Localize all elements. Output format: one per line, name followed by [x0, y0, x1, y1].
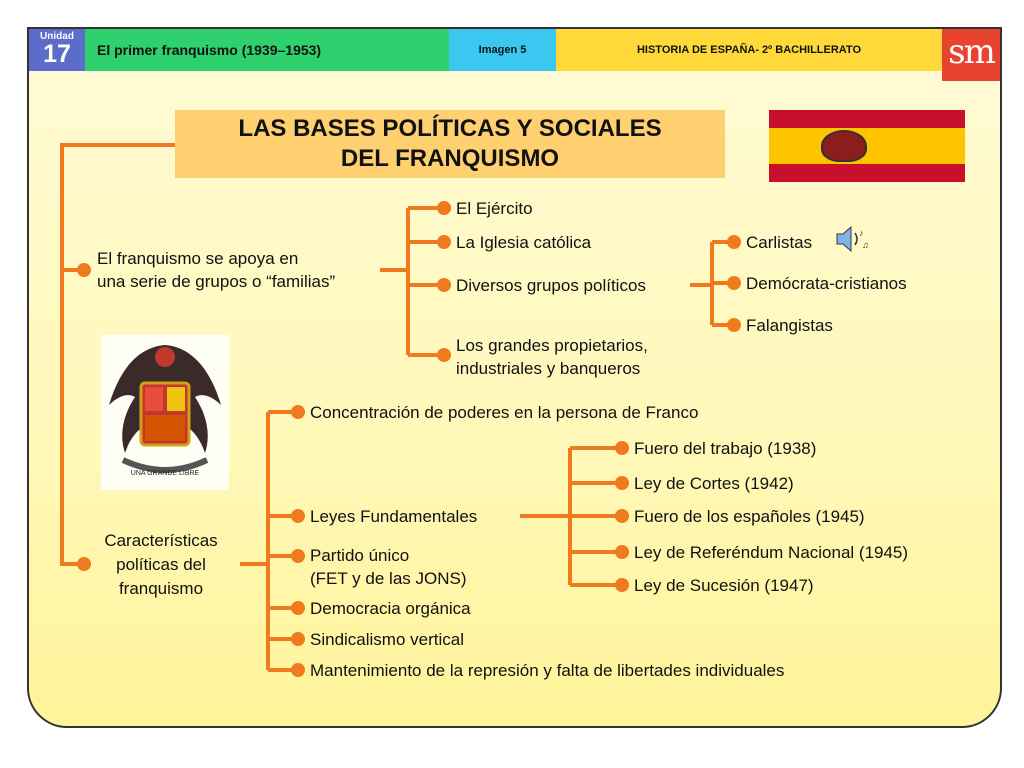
law-fuero-espanoles: Fuero de los españoles (1945): [634, 507, 865, 526]
bullet-sucesion: [615, 578, 629, 592]
main-title-line2: DEL FRANQUISMO: [340, 145, 560, 172]
bullet-support: [77, 263, 91, 277]
support-label-line2: una serie de grupos o “familias”: [97, 272, 336, 291]
political-falangistas: Falangistas: [746, 316, 833, 335]
law-fuero-trabajo: Fuero del trabajo (1938): [634, 439, 817, 458]
group-politicos: Diversos grupos políticos: [456, 276, 646, 295]
characteristics-label-line2: políticas del: [116, 555, 206, 574]
char-partido-unico-line1: Partido único: [310, 546, 410, 565]
char-represion: Mantenimiento de la represión y falta de libertades individuales: [310, 661, 785, 680]
bullet-concentracion: [291, 405, 305, 419]
bullet-iglesia: [437, 235, 451, 249]
bullet-democrata: [727, 276, 741, 290]
char-partido-unico-line2: (FET y de las JONS): [310, 569, 467, 588]
bullet-represion: [291, 663, 305, 677]
bullet-ejercito: [437, 201, 451, 215]
bullet-fuero-espanoles: [615, 509, 629, 523]
group-propietarios-line2: industriales y banqueros: [456, 359, 641, 378]
political-carlistas: Carlistas: [746, 233, 813, 252]
sm-logo: sm: [942, 29, 1000, 81]
bullet-partido: [291, 549, 305, 563]
bullet-fuero-trabajo: [615, 441, 629, 455]
svg-text:UNA GRANDE LIBRE: UNA GRANDE LIBRE: [130, 470, 200, 477]
unit-number: 17: [43, 40, 71, 68]
group-iglesia: La Iglesia católica: [456, 233, 592, 252]
bullet-grupos: [437, 278, 451, 292]
char-leyes-fundamentales: Leyes Fundamentales: [310, 507, 478, 526]
char-sindicalismo-vertical: Sindicalismo vertical: [310, 630, 464, 649]
unit-label: Unidad: [40, 31, 74, 42]
group-ejercito: El Ejército: [456, 199, 533, 218]
law-referendum: Ley de Referéndum Nacional (1945): [634, 543, 909, 562]
bullet-falangistas: [727, 318, 741, 332]
bullet-carlistas: [727, 235, 741, 249]
image-label: Imagen 5: [449, 29, 556, 71]
char-concentracion: Concentración de poderes en la persona de Franco: [310, 403, 699, 422]
svg-text:♫: ♫: [862, 240, 869, 250]
char-democracia-organica: Democracia orgánica: [310, 599, 471, 618]
header-title: El primer franquismo (1939–1953): [85, 29, 449, 71]
support-label-line1: El franquismo se apoya en: [97, 249, 299, 268]
group-propietarios-line1: Los grandes propietarios,: [456, 336, 648, 355]
bullet-propietarios: [437, 348, 451, 362]
bullet-democracia: [291, 601, 305, 615]
law-sucesion: Ley de Sucesión (1947): [634, 576, 814, 595]
law-ley-cortes: Ley de Cortes (1942): [634, 474, 794, 493]
bullet-referendum: [615, 545, 629, 559]
bullet-leyes: [291, 509, 305, 523]
political-democrata-cristianos: Demócrata-cristianos: [746, 274, 907, 293]
subject-label: HISTORIA DE ESPAÑA- 2º BACHILLERATO: [556, 29, 942, 71]
main-title-line1: LAS BASES POLÍTICAS Y SOCIALES: [238, 115, 662, 142]
characteristics-label-line1: Características: [104, 531, 218, 550]
bullet-sindicalismo: [291, 632, 305, 646]
svg-text:♪: ♪: [859, 228, 864, 238]
bullet-ley-cortes: [615, 476, 629, 490]
characteristics-label-line3: franquismo: [118, 579, 204, 598]
